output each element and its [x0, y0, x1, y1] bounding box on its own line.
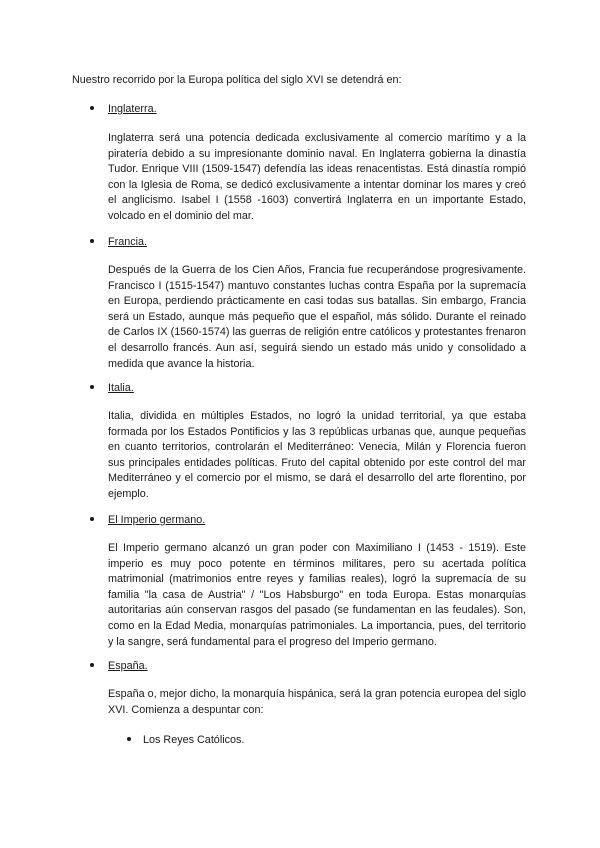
section-body-inglaterra: Inglaterra será una potencia dedicada exclusivamente al comercio marítimo y a la piratería debido a su impresionante dominio naval. En Inglaterra gobierna la dinastía Tudor. Enrique VIII (1509-1547) defendía las ideas renacentistas. Está dinastía rompió con la Iglesia de Roma, se dedicó exclusivamente a intentar dominar los mares y creó el anglicismo. Isabel I (1558 -1603) convertirá Inglaterra en un importante Estado, volcado en el dominio del mar. — [108, 132, 526, 222]
sub-list-item — [127, 733, 244, 747]
sub-list-item-label: Los Reyes Católicos. — [143, 734, 245, 746]
section-heading-label: España. — [108, 660, 148, 672]
section-heading-italia — [90, 381, 134, 395]
bullet-icon — [90, 239, 94, 243]
section-heading-label: El Imperio germano. — [108, 514, 206, 526]
section-heading-imperio-germano — [90, 513, 205, 527]
section-heading-label: Italia. — [108, 382, 134, 394]
bullet-icon — [127, 737, 131, 741]
section-heading-francia — [90, 235, 147, 249]
section-body-italia: Italia, dividida en múltiples Estados, no logró la unidad territorial, ya que estaba formada por los Estados Pontificios y las 3 repúblicas urbanas que, aunque pequeñas en cuanto territorios, controlarán el Mediterráneo: Venecia, Milán y Florencia fueron sus principales entidades políticas. Fruto del capital obtenido por este control del mar Mediterráneo y el comercio por el mismo, se dará el desarrollo del arte florentino, por ejemplo. — [108, 410, 526, 500]
bullet-icon — [90, 106, 94, 110]
section-heading-label: Francia. — [108, 236, 148, 248]
section-heading-espana — [90, 659, 148, 673]
section-body-espana: España o, mejor dicho, la monarquía hispánica, será la gran potencia europea del siglo XVI. Comienza a despuntar con: — [108, 688, 526, 716]
section-body-imperio-germano: El Imperio germano alcanzó un gran poder con Maximiliano I (1453 - 1519). Este imperio es muy poco potente en términos militares, pero su acertada política matrimonial (matrimonios entre reyes y familias reales), logró la supremacía de su familia "la casa de Austria" / "Los Habsburgo" en toda Europa. Estas monarquías autoritarias aún conservan rasgos del pasado (se fundamentan en las feudales). Son, como en la Edad Media, monarquías patrimoniales. La importancia, pues, del territorio y la sangre, será fundamental para el progreso del Imperio germano. — [108, 542, 526, 648]
section-heading-label: Inglaterra. — [108, 103, 157, 115]
section-body-francia: Después de la Guerra de los Cien Años, Francia fue recuperándose progresivamente. Francisco I (1515-1547) mantuvo constantes luchas contra España por la supremacía en Europa, perdiendo prácticamente en casi todas sus batallas. Sin embargo, Francia será un Estado, aunque más pequeño que el español, más sólido. Durante el reinado de Carlos IX (1560-1574) las guerras de religión entre católicos y protestantes frenaron el desarrollo francés. Aun así, seguirá siendo un estado más unido y consolidado a medida que avance la historia. — [108, 264, 526, 370]
bullet-icon — [90, 385, 94, 389]
section-heading-inglaterra — [90, 102, 157, 116]
intro-text: Nuestro recorrido por la Europa política del siglo XVI se detendrá en: — [72, 74, 402, 86]
bullet-icon — [90, 517, 94, 521]
bullet-icon — [90, 663, 94, 667]
